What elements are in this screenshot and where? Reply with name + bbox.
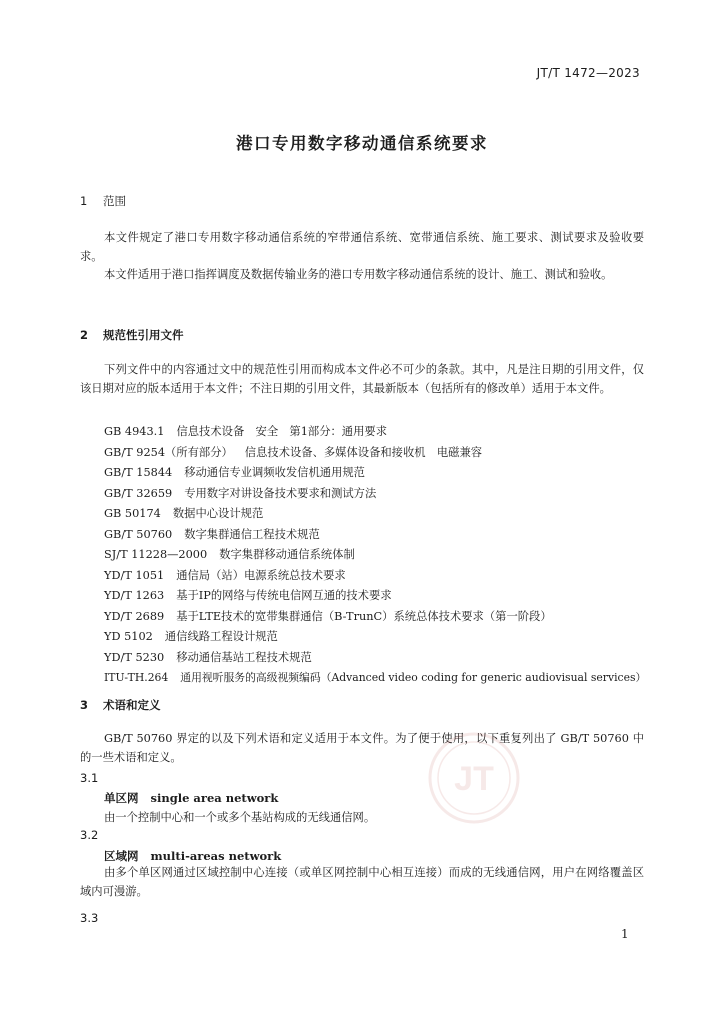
jt-watermark-seal <box>426 730 522 826</box>
reference-title: 移动通信专业调频收发信机通用规范 <box>184 466 365 479</box>
reference-code: YD/T 5230 <box>104 650 165 664</box>
reference-title: 信息技术设备、多媒体设备和接收机 电磁兼容 <box>244 445 483 459</box>
reference-code: YD/T 1263 <box>104 589 165 602</box>
term-definition: 由一个控制中心和一个或多个基站构成的无线通信网。 <box>104 811 376 824</box>
reference-item <box>104 504 646 525</box>
reference-title: 数字集群通信工程技术规范 <box>184 527 320 541</box>
section-title: 范围 <box>103 194 126 208</box>
reference-code: GB/T 15844 <box>104 466 173 479</box>
section-title: 规范性引用文件 <box>103 328 184 342</box>
reference-title: 数字集群移动通信系统体制 <box>219 548 355 561</box>
term-chinese: 单区网 <box>104 791 139 805</box>
reference-list <box>104 422 646 689</box>
term-definition: 由多个单区网通过区域控制中心连接（或单区网控制中心相互连接）而成的无线通信网，用户在网络覆盖区域内可漫游。 <box>80 866 644 898</box>
reference-code: YD/T 2689 <box>104 609 165 623</box>
term-number: 3.2 <box>80 828 99 842</box>
term-english: single area network <box>150 791 279 805</box>
reference-title: 基于LTE技术的宽带集群通信（B-TrunC）系统总体技术要求（第一阶段） <box>176 609 552 623</box>
reference-item <box>104 443 646 464</box>
reference-code: YD/T 1051 <box>104 568 165 582</box>
reference-item <box>104 545 646 566</box>
reference-code: ITU-TH.264 <box>104 671 169 684</box>
reference-item <box>104 422 646 443</box>
reference-item <box>104 586 646 607</box>
section-3-intro: GB/T 50760 界定的以及下列术语和定义适用于本文件。为了便于使用，以下重复列出了 GB/T 50760 中的一些术语和定义。 <box>80 732 644 764</box>
reference-item <box>104 463 646 484</box>
reference-code: SJ/T 11228—2000 <box>104 548 208 561</box>
reference-code: YD 5102 <box>104 630 153 643</box>
reference-item <box>104 627 646 648</box>
reference-code: GB/T 9254（所有部分） <box>104 445 233 459</box>
term-number: 3.3 <box>80 911 99 925</box>
section-number: 3 <box>80 698 89 712</box>
section-1-paragraph: 本文件适用于港口指挥调度及数据传输业务的港口专用数字移动通信系统的设计、施工、测试和验收。 <box>104 268 613 281</box>
reference-code: GB/T 50760 <box>104 527 173 541</box>
term-chinese: 区域网 <box>104 849 139 863</box>
reference-item <box>104 566 646 587</box>
section-1-paragraph: 本文件规定了港口专用数字移动通信系统的窄带通信系统、宽带通信系统、施工要求、测试要求及验收要求。 <box>80 231 644 263</box>
term-heading <box>104 790 278 806</box>
term-english: multi-areas network <box>150 849 282 863</box>
document-title: 港口专用数字移动通信系统要求 <box>236 134 488 153</box>
section-number: 1 <box>80 194 88 208</box>
reference-title: 通用视听服务的高级视频编码（Advanced video coding for generic audiovisual services） <box>180 671 647 684</box>
reference-item <box>104 648 646 669</box>
section-3-heading <box>80 697 161 713</box>
reference-item <box>104 525 646 546</box>
page-number: 1 <box>621 927 629 941</box>
reference-code: GB 4943.1 <box>104 425 165 438</box>
reference-item <box>104 607 646 628</box>
reference-title: 移动通信基站工程技术规范 <box>176 650 312 664</box>
reference-code: GB/T 32659 <box>104 486 173 500</box>
reference-item <box>104 484 646 505</box>
reference-title: 信息技术设备 安全 第1部分：通用要求 <box>176 425 387 438</box>
reference-title: 基于IP的网络与传统电信网互通的技术要求 <box>176 589 392 602</box>
section-number: 2 <box>80 328 89 342</box>
reference-title: 数据中心设计规范 <box>172 507 264 520</box>
svg-text:JT: JT <box>454 760 494 798</box>
reference-title: 通信局（站）电源系统总技术要求 <box>176 568 346 582</box>
section-2-intro: 下列文件中的内容通过文中的规范性引用而构成本文件必不可少的条款。其中，凡是注日期的引用文件，仅该日期对应的版本适用于本文件；不注日期的引用文件，其最新版本（包括所有的修改单）适用于本文件。 <box>80 363 644 395</box>
term-heading <box>104 848 281 864</box>
standard-code: JT/T 1472—2023 <box>536 66 640 80</box>
section-2-heading <box>80 327 184 343</box>
reference-item <box>104 668 646 689</box>
reference-title: 通信线路工程设计规范 <box>164 630 278 643</box>
section-title: 术语和定义 <box>103 698 161 712</box>
reference-title: 专用数字对讲设备技术要求和测试方法 <box>184 486 377 500</box>
term-number: 3.1 <box>80 771 99 785</box>
reference-code: GB 50174 <box>104 507 161 520</box>
section-1-heading <box>80 193 126 209</box>
